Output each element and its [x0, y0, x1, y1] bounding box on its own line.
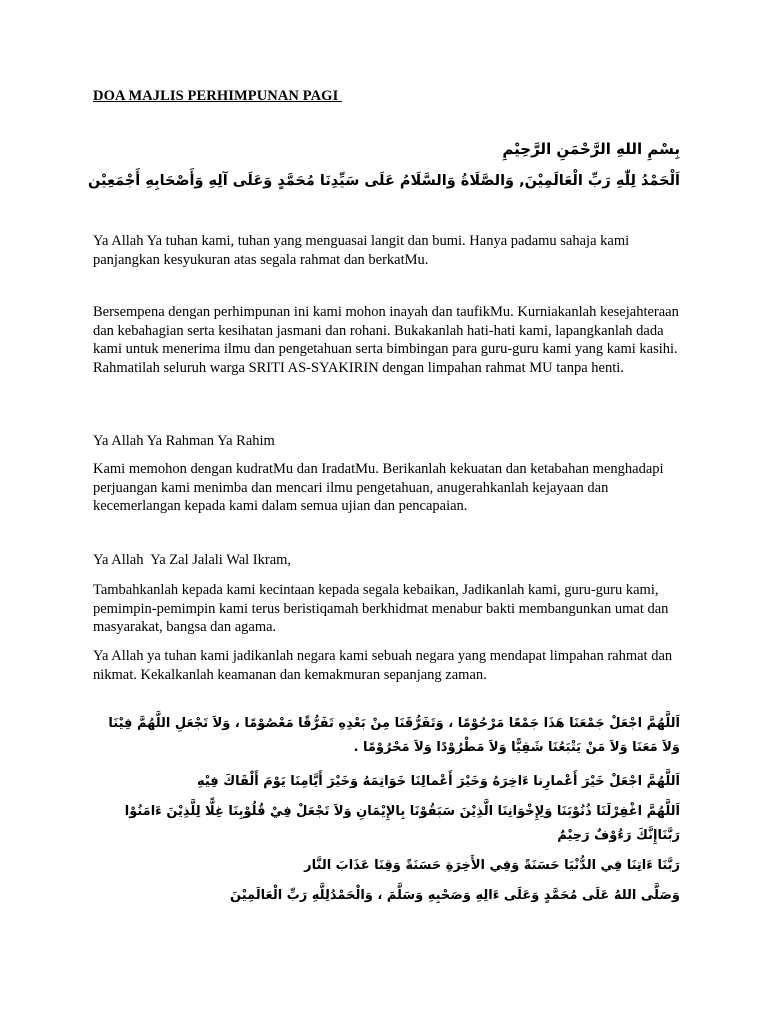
arabic-doa-5: وَصَلَّى اللهُ عَلَى مُحَمَّدٍ وَعَلَى ءَالِهِ وَصَحْبِهِ وَسَلَّمَ ، وَالْحَمْدُلِلَّهِ رَبِّ الْعَالَمِيْنَ [230, 888, 680, 903]
paragraph-3: Kami memohon dengan kudratMu dan IradatMu. Berikanlah kekuatan dan ketabahan menghadapi perjuangan kami menimba dan mencari ilmu pengetahuan, anugerahkanlah kejayaan dan kecemerlangan kepada kami dalam semua ujian dan pencapaian. [93, 461, 664, 514]
hamdalah-line: اَلْحَمْدُ لِلّٰهِ رَبِّ الْعَالَمِيْنَ, وَالصَّلَاةُ وَالسَّلَامُ عَلَى سَيِّدِنَا مُحَمَّدٍ وَعَلَى آلِهِ وَأَصْحَابِهِ أَجْمَعِيْن [87, 173, 680, 189]
arabic-doa-3: اَللَّهُمَّ اغْفِرْلَنَا ذُنُوْبَنَا وَلِإِخْوَانِنَا الَّذِيْنَ سَبَقُوْنَا بِالإِيْمَانِ وَلاَ تَجْعَلْ فِيْ قُلُوْبِنَا غِلًّا لِلَّذِيْنَ ءَامَنُوْا رَبَّنَاإِنَّكَ رَءُوْفٌ رَحِيْمٌ [124, 804, 680, 843]
paragraph-2: Bersempena dengan perhimpunan ini kami mohon inayah dan taufikMu. Kurniakanlah kesejahteraan dan kebahagian serta kesihatan jasmani dan rohani. Bukakanlah hati-hati kami, lapangkanlah dada kami untuk menerima ilmu dan pengetahuan serta bimbingan para guru-guru kami yang kami kasihi. Rahmatilah seluruh warga SRITI AS-SYAKIRIN dengan limpahan rahmat MU tanpa henti. [93, 304, 679, 376]
arabic-doa-2: اَللَّهُمَّ اجْعَلْ خَيْرَ أَعْمارِنا ءَاخِرَهُ وَخَيْرَ أَعْمالِنَا خَوَاتِمَهُ وَخَيْرَ أَيَّامِنَا يَوْمَ أَلْقَاكَ فِيْهِ [196, 774, 680, 789]
paragraph-4: Tambahkanlah kepada kami kecintaan kepada segala kebaikan, Jadikanlah kami, guru-guru kami, pemimpin-pemimpin kami terus beristiqamah berkhidmat menabur bakti membangunkan umat dan masyarakat, bangsa dan agama. [93, 582, 669, 635]
heading-ya-rahman: Ya Allah Ya Rahman Ya Rahim [93, 433, 275, 449]
document-title: DOA MAJLIS PERHIMPUNAN PAGI [93, 88, 343, 104]
heading-zal-jalali: Ya Allah Ya Zal Jalali Wal Ikram, [93, 552, 292, 568]
arabic-doa-4: رَبَّنَا ءَاتِنَا فِي الدُّنْيَا حَسَنَةً وَفِي الأَخِرَةِ حَسَنَةً وَقِنَا عَذَابَ النَّار [304, 858, 680, 873]
arabic-doa-1: اَللَّهُمَّ اجْعَلْ جَمْعَنَا هَذَا جَمْعًا مَرْحُوْمًا ، وَتَفَرُّقَنَا مِنْ بَعْدِهِ تَفَرُّقًا مَعْصُوْمًا ، وَلاَ تَجْعَلِ اللَّهُمَّ فِيْنَا وَلاَ مَعَنَا وَلاَ مَنْ يَتْبَعُنَا شَقِيًّا وَلاَ مَطْرُوْدًا وَلاَ مَحْرُوْمًا . [108, 716, 680, 755]
paragraph-5: Ya Allah ya tuhan kami jadikanlah negara kami sebuah negara yang mendapat limpahan rahmat dan nikmat. Kekalkanlah keamanan dan kemakmuran sepanjang zaman. [93, 648, 673, 683]
paragraph-1: Ya Allah Ya tuhan kami, tuhan yang menguasai langit dan bumi. Hanya padamu sahaja kami panjangkan kesyukuran atas segala rahmat dan berkatMu. [93, 233, 630, 268]
basmalah-line: بِسْمِ اللهِ الرَّحْمَنِ الرَّحِيْمِ [502, 140, 680, 158]
